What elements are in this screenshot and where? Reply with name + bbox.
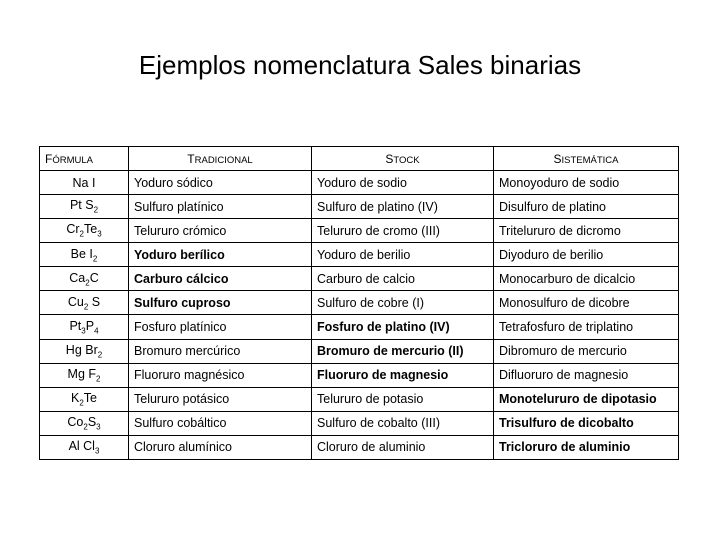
- sistematica-cell: Disulfuro de platino: [494, 195, 679, 219]
- tradicional-cell: Telururo potásico: [129, 387, 312, 411]
- stock-cell: Cloruro de aluminio: [312, 435, 494, 459]
- sistematica-cell: Monocarburo de dicalcio: [494, 267, 679, 291]
- header-tradicional: TRADICIONAL: [129, 147, 312, 171]
- formula-cell: Hg $Br_2$: [40, 339, 129, 363]
- stock-cell: Sulfuro de cobalto (III): [312, 411, 494, 435]
- stock-cell: Telururo de cromo (III): [312, 219, 494, 243]
- formula-cell: Na I: [40, 171, 129, 195]
- header-formula: FÓRMULA: [40, 147, 129, 171]
- slide-title: Ejemplos nomenclatura Sales binarias: [138, 50, 582, 80]
- stock-cell: Bromuro de mercurio (II): [312, 339, 494, 363]
- formula-cell: $Cu_2$ S: [40, 291, 129, 315]
- table-row: [40, 315, 679, 339]
- tradicional-cell: Yoduro berílico: [129, 243, 312, 267]
- stock-cell: Yoduro de berilio: [312, 243, 494, 267]
- tradicional-cell: Yoduro sódico: [129, 171, 312, 195]
- tradicional-cell: Sulfuro cobáltico: [129, 411, 312, 435]
- table-row: [40, 291, 679, 315]
- sistematica-cell: Dibromuro de mercurio: [494, 339, 679, 363]
- table-row: [40, 195, 679, 219]
- sistematica-cell: Monoyoduro de sodio: [494, 171, 679, 195]
- sistematica-cell: Tetrafosfuro de triplatino: [494, 315, 679, 339]
- table-row: [40, 411, 679, 435]
- tradicional-cell: Sulfuro cuproso: [129, 291, 312, 315]
- formula-cell: Pt $S_2$: [40, 195, 129, 219]
- table-row: [40, 387, 679, 411]
- table-body: [40, 171, 679, 460]
- formula-cell: Al $Cl_3$: [40, 435, 129, 459]
- sistematica-cell: Diyoduro de berilio: [494, 243, 679, 267]
- table-row: [40, 339, 679, 363]
- table-row: [40, 171, 679, 195]
- stock-cell: Telururo de potasio: [312, 387, 494, 411]
- formula-cell: $Cr_2Te_3$: [40, 219, 129, 243]
- tradicional-cell: Cloruro alumínico: [129, 435, 312, 459]
- stock-cell: Fosfuro de platino (IV): [312, 315, 494, 339]
- table-row: [40, 267, 679, 291]
- sistematica-cell: Tritelururo de dicromo: [494, 219, 679, 243]
- tradicional-cell: Sulfuro platínico: [129, 195, 312, 219]
- table-header-row: [40, 147, 679, 171]
- nomenclature-table-container: [39, 146, 678, 460]
- sistematica-cell: Tricloruro de aluminio: [494, 435, 679, 459]
- table-row: [40, 363, 679, 387]
- header-stock: STOCK: [312, 147, 494, 171]
- tradicional-cell: Fluoruro magnésico: [129, 363, 312, 387]
- table-row: [40, 435, 679, 459]
- formula-cell: $Co_2S_3$: [40, 411, 129, 435]
- sistematica-cell: Difluoruro de magnesio: [494, 363, 679, 387]
- stock-cell: Fluoruro de magnesio: [312, 363, 494, 387]
- stock-cell: Sulfuro de cobre (I): [312, 291, 494, 315]
- sistematica-cell: Trisulfuro de dicobalto: [494, 411, 679, 435]
- tradicional-cell: Carburo cálcico: [129, 267, 312, 291]
- formula-cell: Be $I_2$: [40, 243, 129, 267]
- formula-cell: Mg $F_2$: [40, 363, 129, 387]
- tradicional-cell: Bromuro mercúrico: [129, 339, 312, 363]
- table-row: [40, 219, 679, 243]
- table-row: [40, 243, 679, 267]
- tradicional-cell: Fosfuro platínico: [129, 315, 312, 339]
- stock-cell: Yoduro de sodio: [312, 171, 494, 195]
- formula-cell: $Ca_2C$: [40, 267, 129, 291]
- stock-cell: Sulfuro de platino (IV): [312, 195, 494, 219]
- nomenclature-table: [39, 146, 679, 460]
- sistematica-cell: Monotelururo de dipotasio: [494, 387, 679, 411]
- formula-cell: $Pt_3P_4$: [40, 315, 129, 339]
- sistematica-cell: Monosulfuro de dicobre: [494, 291, 679, 315]
- header-sistematica: SISTEMÁTICA: [494, 147, 679, 171]
- formula-cell: $K_2Te$: [40, 387, 129, 411]
- stock-cell: Carburo de calcio: [312, 267, 494, 291]
- tradicional-cell: Telururo crómico: [129, 219, 312, 243]
